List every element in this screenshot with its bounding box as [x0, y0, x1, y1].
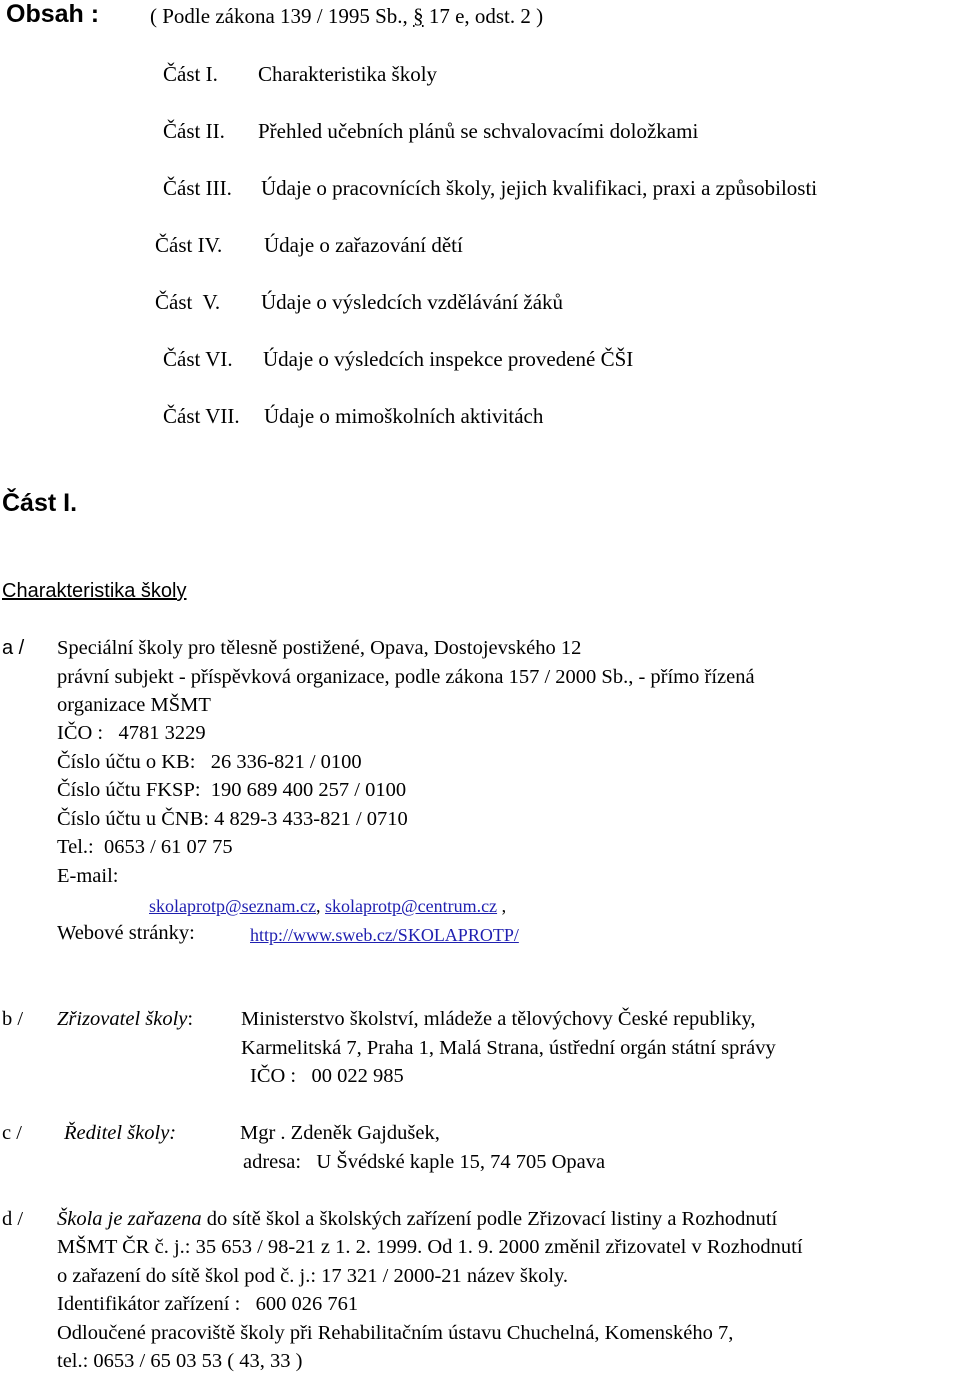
item-d-first-line — [57, 1208, 777, 1231]
item-d-line-rest: do sítě škol a školských zařízení podle Zřizovací listiny a Rozhodnutí — [201, 1208, 778, 1230]
toc-part: Část VI. — [163, 347, 233, 371]
toc-part: Část I. — [163, 62, 218, 86]
item-a-line: Speciální školy pro tělesně postižené, Opava, Dostojevského 12 — [57, 637, 582, 659]
web-link[interactable]: http://www.sweb.cz/SKOLAPROTP/ — [250, 925, 519, 945]
item-d-label: Škola je zařazena — [57, 1208, 202, 1230]
toc-label: Údaje o zařazování dětí — [264, 233, 463, 257]
email-separator: , — [316, 896, 321, 916]
law-reference — [150, 4, 543, 29]
item-c-line: Mgr . Zdeněk Gajdušek, — [240, 1122, 440, 1144]
toc-label: Údaje o výsledcích inspekce provedené ČŠI — [263, 347, 634, 371]
email-trailing: , — [497, 896, 507, 916]
toc-part: Část II. — [163, 119, 225, 143]
section-subheading: Charakteristika školy — [2, 580, 187, 602]
item-b-colon: : — [187, 1008, 194, 1030]
toc-part: Část VII. — [163, 404, 240, 428]
item-b-line: Karmelitská 7, Praha 1, Malá Strana, ústřední orgán státní správy — [241, 1037, 776, 1059]
item-b-label — [57, 1008, 193, 1031]
item-c-line: adresa: U Švédské kaple 15, 74 705 Opava — [243, 1151, 606, 1173]
item-a-line: Číslo účtu u ČNB: 4 829-3 433-821 / 0710 — [57, 808, 408, 830]
email-link-centrum[interactable]: skolaprotp@centrum.cz — [325, 896, 498, 916]
toc-label: Údaje o mimoškolních aktivitách — [264, 404, 544, 428]
toc-label: Přehled učebních plánů se schvalovacími doložkami — [258, 119, 699, 143]
item-a-line: Číslo účtu o KB: 26 336-821 / 0100 — [57, 751, 362, 773]
item-d-line: tel.: 0653 / 65 03 53 ( 43, 33 ) — [57, 1350, 303, 1372]
toc-label: Charakteristika školy — [258, 62, 438, 86]
item-b-line: Ministerstvo školství, mládeže a tělovýchovy České republiky, — [241, 1008, 756, 1030]
toc-label: Údaje o pracovnících školy, jejich kvalifikaci, praxi a způsobilosti — [261, 176, 818, 200]
item-d-line: Odloučené pracoviště školy při Rehabilitačním ústavu Chuchelná, Komenského 7, — [57, 1322, 734, 1344]
email-link-seznam[interactable]: skolaprotp@seznam.cz — [149, 896, 317, 916]
item-b-label-text: Zřizovatel školy — [57, 1008, 188, 1030]
item-b-marker: b / — [2, 1008, 24, 1030]
item-a-line: E-mail: — [57, 865, 119, 887]
toc-part: Část IV. — [155, 233, 223, 257]
section-heading: Část I. — [2, 489, 78, 517]
section-sign: § — [413, 4, 424, 28]
item-b-line: IČO : 00 022 985 — [250, 1065, 404, 1087]
email-links — [149, 896, 506, 917]
law-reference-part-a: ( Podle zákona 139 / 1995 Sb., — [150, 4, 414, 28]
item-d-line: MŠMT ČR č. j.: 35 653 / 98-21 z 1. 2. 1999. Od 1. 9. 2000 změnil zřizovatel v Rozhodnutí — [57, 1236, 803, 1258]
law-reference-part-b: 17 e, odst. 2 ) — [423, 4, 544, 28]
item-c-marker: c / — [2, 1122, 22, 1144]
item-d-marker: d / — [2, 1208, 24, 1230]
toc-part: Část V. — [155, 290, 221, 314]
item-d-line: o zařazení do sítě škol pod č. j.: 17 321 / 2000-21 název školy. — [57, 1265, 569, 1287]
item-a-line: organizace MŠMT — [57, 694, 211, 716]
web-label: Webové stránky: — [57, 922, 195, 944]
item-d-line: Identifikátor zařízení : 600 026 761 — [57, 1293, 359, 1315]
item-c-label: Ředitel školy: — [64, 1122, 177, 1144]
page-title: Obsah : — [6, 0, 100, 28]
item-a-marker: a / — [2, 637, 25, 659]
item-a-line: Číslo účtu FKSP: 190 689 400 257 / 0100 — [57, 779, 407, 801]
item-a-line: IČO : 4781 3229 — [57, 722, 206, 744]
item-a-line: Tel.: 0653 / 61 07 75 — [57, 836, 233, 858]
toc-part: Část III. — [163, 176, 232, 200]
toc-label: Údaje o výsledcích vzdělávání žáků — [261, 290, 564, 314]
item-a-line: právní subjekt - příspěvková organizace, podle zákona 157 / 2000 Sb., - přímo řízená — [57, 666, 755, 688]
